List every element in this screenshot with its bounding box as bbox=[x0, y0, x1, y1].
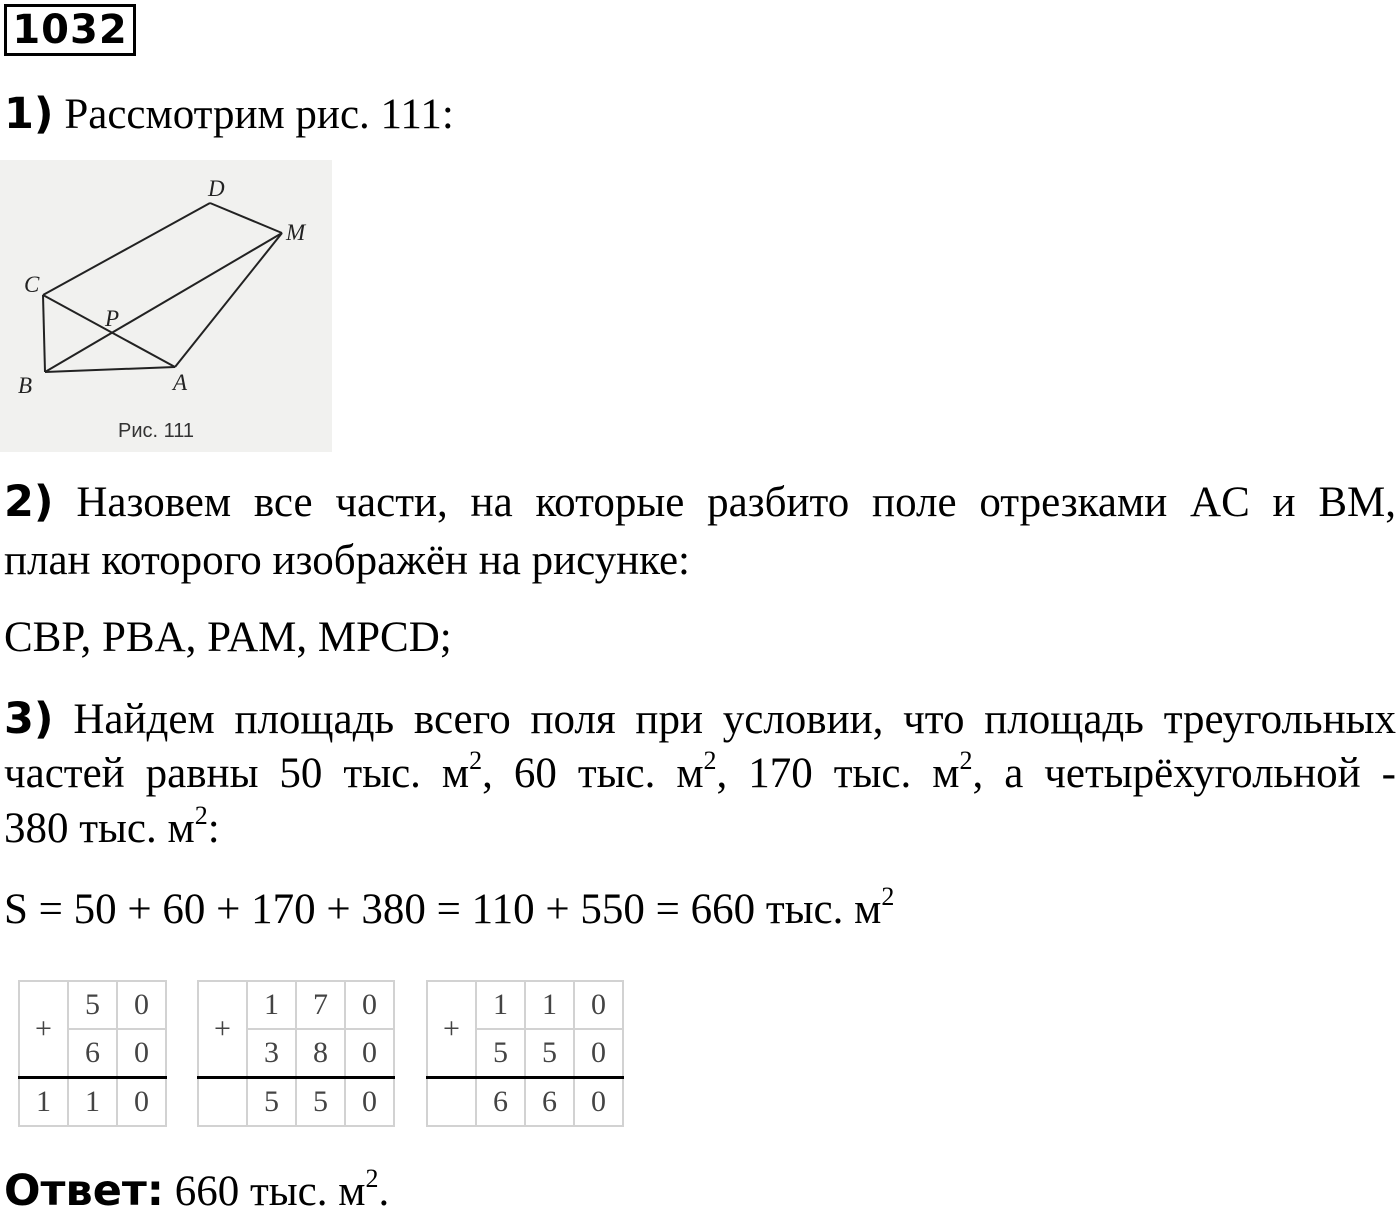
digit: 5 bbox=[476, 1029, 525, 1078]
column-addition-1 bbox=[18, 980, 167, 1127]
sup-2: 2 bbox=[703, 746, 717, 775]
digit: 6 bbox=[525, 1078, 574, 1127]
digit: 1 bbox=[525, 981, 574, 1029]
step-2-text-1: Назовем все части, на которые разбито поле отрезками AC и BM, bbox=[76, 479, 1397, 526]
digit: 7 bbox=[296, 981, 345, 1029]
step-3-text-1: Найдем площадь всего поля при условии, что площадь треугольных bbox=[73, 696, 1396, 743]
answer-text: 660 тыс. м bbox=[163, 1168, 366, 1215]
step-1-number: 1) bbox=[4, 89, 54, 139]
figure-111 bbox=[0, 160, 332, 452]
step-2-line-1 bbox=[4, 474, 1396, 531]
sup-1: 2 bbox=[469, 746, 483, 775]
digit: 0 bbox=[117, 1078, 166, 1127]
digit: 0 bbox=[345, 1029, 394, 1078]
label-B: B bbox=[18, 373, 33, 398]
figure-caption: Рис. 111 bbox=[118, 420, 195, 442]
digit: 0 bbox=[574, 981, 623, 1029]
segment-DM bbox=[210, 203, 282, 233]
digit: 0 bbox=[117, 981, 166, 1029]
parts-list: CBP, PBA, PAM, MPCD; bbox=[4, 614, 452, 661]
equation-text: S = 50 + 60 + 170 + 380 = 110 + 550 = 660 тыс. м bbox=[4, 886, 882, 933]
digit: 5 bbox=[296, 1078, 345, 1127]
segment-BA bbox=[45, 367, 175, 372]
step-1-text: Рассмотрим рис. 111: bbox=[64, 91, 454, 138]
step-3-text-2b: , 60 тыс. м bbox=[482, 750, 704, 797]
step-2-number: 2) bbox=[4, 477, 54, 527]
digit: 6 bbox=[68, 1029, 117, 1078]
step-1 bbox=[4, 86, 454, 143]
step-3-text-2a: частей равны 50 тыс. м bbox=[4, 750, 470, 797]
answer-label: Ответ: bbox=[4, 1166, 164, 1216]
column-addition-3 bbox=[426, 980, 624, 1127]
digit bbox=[427, 1078, 476, 1127]
label-C: C bbox=[24, 272, 40, 297]
digit: 1 bbox=[476, 981, 525, 1029]
digit bbox=[198, 1078, 247, 1127]
plus-sign-2: + bbox=[198, 981, 247, 1078]
digit: 1 bbox=[247, 981, 296, 1029]
label-M: M bbox=[286, 220, 306, 245]
digit: 1 bbox=[19, 1078, 68, 1127]
digit: 6 bbox=[476, 1078, 525, 1127]
digit: 5 bbox=[525, 1029, 574, 1078]
answer bbox=[4, 1163, 389, 1220]
digit: 8 bbox=[296, 1029, 345, 1078]
step-3-text-2c: , 170 тыс. м bbox=[716, 750, 960, 797]
equation-sup: 2 bbox=[881, 882, 895, 911]
digit: 3 bbox=[247, 1029, 296, 1078]
plus-sign-3: + bbox=[427, 981, 476, 1078]
digit: 1 bbox=[68, 1078, 117, 1127]
label-P: P bbox=[105, 306, 120, 331]
segment-BC bbox=[43, 295, 45, 372]
answer-end: . bbox=[378, 1168, 390, 1215]
segment-MA bbox=[175, 233, 282, 367]
step-2-line-2: план которого изображён на рисунке: bbox=[4, 537, 691, 584]
plus-sign-1: + bbox=[19, 981, 68, 1078]
step-3-text-2d: , а четырёхугольной - bbox=[972, 750, 1396, 797]
column-addition-2 bbox=[197, 980, 395, 1127]
digit: 0 bbox=[345, 1078, 394, 1127]
label-A: A bbox=[173, 370, 188, 395]
answer-sup: 2 bbox=[365, 1164, 379, 1193]
task-number: 1032 bbox=[4, 4, 136, 56]
segment-BM bbox=[45, 233, 282, 372]
digit: 0 bbox=[117, 1029, 166, 1078]
sup-4: 2 bbox=[194, 801, 208, 830]
step-3-text-3b: : bbox=[207, 805, 220, 852]
step-3-line-2 bbox=[4, 746, 1396, 802]
step-3-line-3 bbox=[4, 801, 220, 857]
sup-3: 2 bbox=[959, 746, 973, 775]
equation bbox=[4, 882, 894, 938]
step-3-number: 3) bbox=[4, 694, 54, 744]
digit: 5 bbox=[68, 981, 117, 1029]
figure-drawing bbox=[0, 160, 332, 452]
digit: 0 bbox=[345, 981, 394, 1029]
digit: 0 bbox=[574, 1078, 623, 1127]
step-3-line-1 bbox=[4, 691, 1396, 748]
label-D: D bbox=[208, 176, 225, 201]
segment-CD bbox=[43, 203, 210, 295]
digit: 0 bbox=[574, 1029, 623, 1078]
digit: 5 bbox=[247, 1078, 296, 1127]
step-3-text-3a: 380 тыс. м bbox=[4, 805, 195, 852]
